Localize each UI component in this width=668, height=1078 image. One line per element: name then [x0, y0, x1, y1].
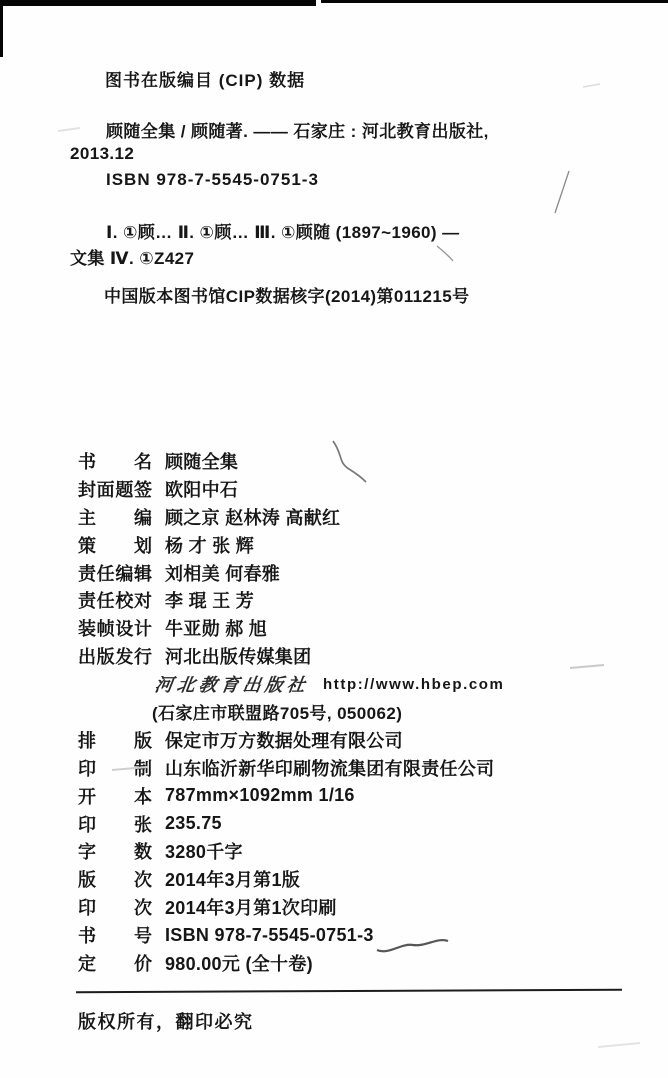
colophon-row-typesetting — [78, 726, 638, 754]
row-value: 保定市万方数据处理有限公司 — [165, 730, 403, 751]
row-value: 787mm×1092mm 1/16 — [165, 785, 355, 806]
colophon-row-impression — [78, 893, 638, 921]
row-value: 顾之京 赵林涛 高献红 — [165, 507, 341, 528]
cip-isbn-line: ISBN 978-7-5545-0751-3 — [106, 170, 319, 189]
row-value: 牛亚勋 郝 旭 — [165, 619, 268, 640]
cip-record-line-2: 2013.12 — [70, 144, 135, 163]
row-label: 责任校对 — [78, 591, 152, 612]
cip-registry-number: 中国版本图书馆CIP数据核字(2014)第011215号 — [104, 287, 470, 306]
row-value: 李 琨 王 芳 — [165, 591, 255, 612]
row-value: 杨 才 张 辉 — [165, 535, 255, 556]
row-label: 印张 — [78, 814, 152, 835]
colophon-row-price — [78, 949, 638, 977]
row-label: 责任编辑 — [78, 563, 152, 584]
copyright-notice: 版权所有，翻印必究 — [78, 1012, 254, 1032]
colophon-row-word-count — [78, 837, 638, 865]
row-label: 版次 — [78, 870, 152, 891]
row-value: 2014年3月第1版 — [165, 870, 301, 891]
row-value: 3280千字 — [165, 842, 243, 863]
scan-artifact-diagonal-stroke — [555, 171, 569, 213]
row-label: 装帧设计 — [78, 619, 152, 640]
colophon-row-title — [78, 447, 638, 475]
colophon-row-designers — [78, 614, 638, 642]
colophon-row-format — [78, 782, 638, 810]
row-value: 刘相美 何春雅 — [165, 563, 281, 584]
row-label: 印次 — [78, 898, 152, 919]
colophon-row-proofreaders — [78, 586, 638, 614]
publisher-address-row — [78, 698, 638, 726]
publisher-url: http://www.hbep.com — [323, 675, 505, 693]
row-label: 字数 — [78, 842, 152, 863]
row-value: 顾随全集 — [165, 451, 239, 472]
row-label: 封面题签 — [78, 479, 152, 500]
colophon-row-sheets — [78, 810, 638, 838]
row-value: 2014年3月第1次印刷 — [165, 898, 337, 919]
row-value: 235.75 — [165, 813, 222, 834]
cip-record-line-1: 顾随全集 / 顾随著. —— 石家庄 : 河北教育出版社, — [106, 122, 489, 141]
cip-classification-1: Ⅰ. ①顾… Ⅱ. ①顾… Ⅲ. ①顾随 (1897~1960) — — [106, 223, 460, 242]
publisher-script-logo: 河北教育出版社 — [153, 675, 311, 696]
row-label: 书号 — [78, 926, 152, 947]
colophon-row-printing — [78, 754, 638, 782]
row-label: 印制 — [78, 758, 152, 779]
colophon-row-edition — [78, 865, 638, 893]
row-label: 定价 — [78, 953, 152, 974]
divider-line — [76, 989, 622, 994]
publisher-logo-row — [78, 670, 638, 698]
colophon-row-publisher — [78, 642, 638, 670]
colophon — [78, 447, 638, 977]
colophon-row-cover-inscription — [78, 475, 638, 503]
row-label: 排版 — [78, 730, 152, 751]
row-value: 欧阳中石 — [165, 479, 239, 500]
row-label: 开本 — [78, 786, 152, 807]
row-value: ISBN 978-7-5545-0751-3 — [165, 924, 374, 945]
scan-artifact-backslash-stroke — [437, 246, 453, 261]
colophon-row-responsible-editors — [78, 559, 638, 587]
scan-artifact-smudge-bottom-right — [598, 1043, 640, 1047]
publisher-address: (石家庄市联盟路705号, 050062) — [152, 704, 403, 724]
row-value: 980.00元 (全十卷) — [165, 953, 313, 974]
scan-artifact-smudge-top-right — [583, 84, 600, 87]
colophon-row-chief-editors — [78, 503, 638, 531]
row-label: 书名 — [78, 451, 152, 472]
row-value: 河北出版传媒集团 — [165, 647, 312, 668]
row-label: 出版发行 — [78, 647, 152, 668]
scan-artifact-smudge-left — [58, 128, 80, 131]
row-value: 山东临沂新华印刷物流集团有限责任公司 — [165, 758, 495, 779]
scan-artifact-top-edge-gap — [316, 0, 321, 7]
colophon-row-planners — [78, 531, 638, 559]
scan-artifact-top-edge-left — [0, 0, 318, 6]
colophon-row-book-number — [78, 921, 638, 949]
scan-artifact-left-edge — [0, 0, 3, 57]
row-label: 主编 — [78, 507, 152, 528]
row-label: 策划 — [78, 535, 152, 556]
cip-header: 图书在版编目 (CIP) 数据 — [105, 71, 306, 90]
cip-classification-2: 文集 Ⅳ. ①Z427 — [70, 249, 195, 268]
